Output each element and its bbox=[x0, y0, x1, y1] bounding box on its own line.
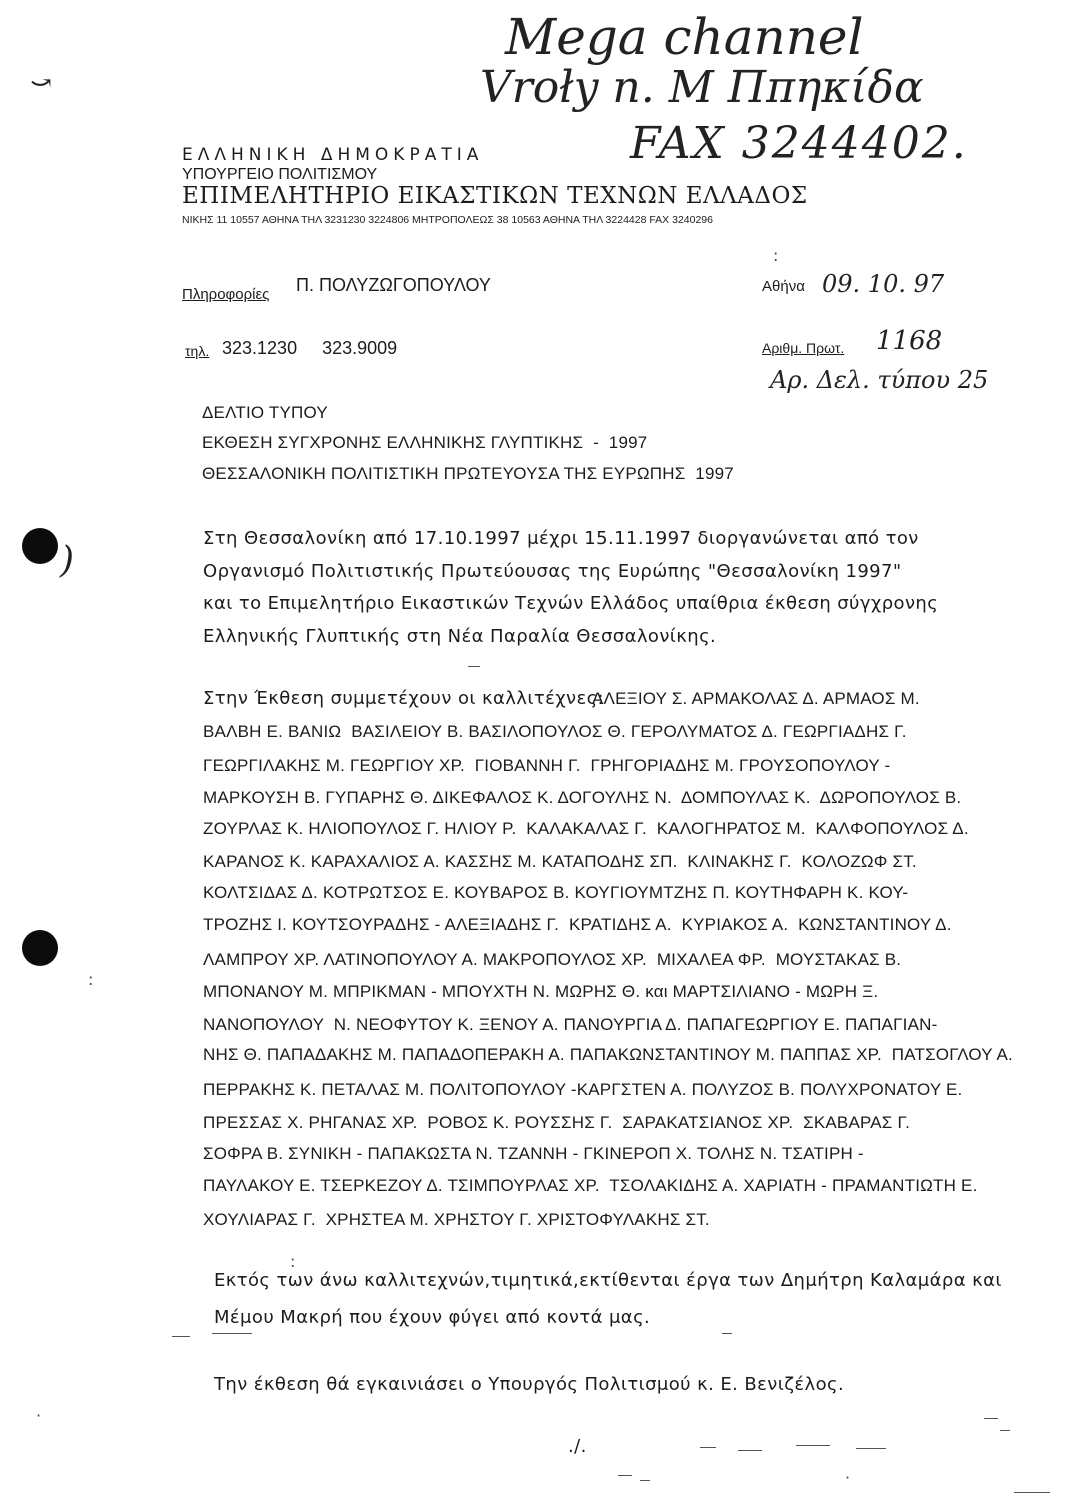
letterhead-address: ΝΙΚΗΣ 11 10557 ΑΘΗΝΑ ΤΗΛ 3231230 3224806 ΜΗΤΡΟΠΟΛΕΩΣ 38 10563 ΑΘΗΝΑ ΤΗΛ 3224428 FAX 3240296 bbox=[182, 214, 713, 226]
artist-line: ΠΡΕΣΣΑΣ Χ. ΡΗΓΑΝΑΣ ΧΡ. ΡΟΒΟΣ Κ. ΡΟΥΣΣΗΣ Γ. ΣΑΡΑΚΑΤΣΙΑΝΟΣ ΧΡ. ΣΚΑΒΑΡΑΣ Γ. bbox=[203, 1113, 911, 1132]
artist-line: ΜΠΟΝΑΝΟΥ Μ. ΜΠΡΙΚΜΑΝ - ΜΠΟΥΧΤΗ Ν. ΜΩΡΗΣ Θ. και ΜΑΡΤΣΙΛΙΑΝΟ - ΜΩΡΗ Ξ. bbox=[203, 982, 879, 1001]
intro-line: Οργανισμό Πολιτιστικής Πρωτεύουσας της Ευρώπης "Θεσσαλονίκη 1997" bbox=[203, 561, 902, 582]
stray-line bbox=[700, 1447, 716, 1448]
closing-line: Εκτός των άνω καλλιτεχνών,τιμητικά,εκτίθενται έργα των Δημήτρη Καλαμάρα και bbox=[214, 1270, 1002, 1291]
stray-line bbox=[618, 1475, 632, 1476]
artist-line: ΜΑΡΚΟΥΣΗ Β. ΓΥΠΑΡΗΣ Θ. ΔΙΚΕΦΑΛΟΣ Κ. ΔΟΓΟΥΛΗΣ Ν. ΔΟΜΠΟΥΛΑΣ Κ. ΔΩΡΟΠΟΥΛΟΣ Β. bbox=[203, 788, 962, 807]
letterhead-organization: ΕΠΙΜΕΛΗΤΗΡΙΟ ΕΙΚΑΣΤΙΚΩΝ ΤΕΧΝΩΝ ΕΛΛΑΔΟΣ bbox=[182, 183, 808, 209]
artist-line: ΚΟΛΤΣΙΔΑΣ Δ. ΚΟΤΡΩΤΣΟΣ Ε. ΚΟΥΒΑΡΟΣ Β. ΚΟΥΓΙΟΥΜΤΖΗΣ Π. ΚΟΥΤΗΦΑΡΗ Κ. ΚΟΥ- bbox=[203, 883, 909, 902]
artist-line: ΠΑΥΛΑΚΟΥ Ε. ΤΣΕΡΚΕΖΟΥ Δ. ΤΣΙΜΠΟΥΡΛΑΣ ΧΡ. ΤΣΟΛΑΚΙΔΗΣ Α. ΧΑΡΙΑΤΗ - ΠΡΑΜΑΝΤΙΩΤΗ Ε. bbox=[203, 1176, 978, 1195]
stray-line bbox=[640, 1480, 650, 1481]
punch-hole-bottom bbox=[22, 930, 58, 966]
info-value: Π. ΠΟΛΥΖΩΓΟΠΟΥΛΟΥ bbox=[296, 275, 491, 295]
artist-line: ΧΟΥΛΙΑΡΑΣ Γ. ΧΡΗΣΤΕΑ Μ. ΧΡΗΣΤΟΥ Γ. ΧΡΙΣΤΟΦΥΛΑΚΗΣ ΣΤ. bbox=[203, 1210, 710, 1229]
stray-line bbox=[172, 1336, 190, 1337]
stray-dot: : bbox=[773, 246, 779, 265]
handwritten-note-line1: Mega channel bbox=[505, 8, 864, 66]
protocol-note: Αρ. Δελ. τύπου 25 bbox=[770, 366, 989, 394]
stray-line bbox=[212, 1333, 252, 1334]
artist-line: ΒΑΛΒΗ Ε. ΒΑΝΙΩ ΒΑΣΙΛΕΙΟΥ Β. ΒΑΣΙΛΟΠΟΥΛΟΣ Θ. ΓΕΡΟΛΥΜΑΤΟΣ Δ. ΓΕΩΡΓΙΑΔΗΣ Γ. bbox=[203, 722, 907, 741]
intro-line: και το Επιμελητήριο Εικαστικών Τεχνών Ελλάδος υπαίθρια έκθεση σύγχρονης bbox=[203, 593, 939, 614]
stray-line bbox=[468, 666, 480, 667]
artist-line: ΤΡΟΖΗΣ Ι. ΚΟΥΤΣΟΥΡΑΔΗΣ - ΑΛΕΞΙΑΔΗΣ Γ. ΚΡΑΤΙΔΗΣ Α. ΚΥΡΙΑΚΟΣ Α. ΚΩΝΣΤΑΝΤΙΝΟΥ Δ. bbox=[203, 915, 952, 934]
closing-line: Μέμου Μακρή που έχουν φύγει από κοντά μας. bbox=[214, 1307, 651, 1328]
heading-capital: ΘΕΣΣΑΛΟΝΙΚΗ ΠΟΛΙΤΙΣΤΙΚΗ ΠΡΩΤΕΥΟΥΣΑ ΤΗΣ ΕΥΡΩΠΗΣ 1997 bbox=[202, 464, 734, 483]
protocol-value: 1168 bbox=[876, 326, 943, 356]
date-value: 09. 10. 97 bbox=[822, 270, 945, 298]
final-line: Την έκθεση θά εγκαινιάσει ο Υπουργός Πολιτισμού κ. Ε. Βενιζέλος. bbox=[214, 1374, 845, 1395]
stray-pen-mark: ⤻ bbox=[30, 68, 52, 98]
punch-hole-tear-mark: ) bbox=[60, 540, 75, 581]
artist-line: ΣΟΦΡΑ Β. ΣΥΝΙΚΗ - ΠΑΠΑΚΩΣΤΑ Ν. ΤΖΑΝΝΗ - ΓΚΙΝΕΡΟΠ Χ. ΤΟΛΗΣ Ν. ΤΣΑΤΙΡΗ - bbox=[203, 1144, 864, 1163]
stray-line bbox=[722, 1333, 732, 1334]
stray-line bbox=[1014, 1492, 1050, 1493]
artists-intro: Στην Έκθεση συμμετέχουν οι καλλιτέχνες: bbox=[203, 688, 605, 709]
stray-dot: · bbox=[845, 1468, 851, 1487]
date-label: Αθήνα bbox=[762, 278, 805, 295]
page-end-mark: ./. bbox=[568, 1436, 587, 1457]
phone-label: τηλ. bbox=[185, 343, 210, 359]
stray-dot: : bbox=[88, 970, 94, 989]
intro-line: Στη Θεσσαλονίκη από 17.10.1997 μέχρι 15.11.1997 διοργανώνεται από τον bbox=[203, 528, 919, 549]
stray-line bbox=[796, 1445, 830, 1446]
stray-line bbox=[984, 1418, 998, 1419]
stray-line bbox=[738, 1450, 762, 1451]
punch-hole-top bbox=[22, 528, 58, 564]
letterhead-ministry: ΥΠΟΥΡΓΕΙΟ ΠΟΛΙΤΙΣΜΟΥ bbox=[182, 166, 378, 183]
artist-line: ΝΑΝΟΠΟΥΛΟΥ Ν. ΝΕΟΦΥΤΟΥ Κ. ΞΕΝΟΥ Α. ΠΑΝΟΥΡΓΙΑ Δ. ΠΑΠΑΓΕΩΡΓΙΟΥ Ε. ΠΑΠΑΓΙΑΝ- bbox=[203, 1015, 938, 1034]
stray-dot: : bbox=[290, 1252, 296, 1271]
intro-line: Ελληνικής Γλυπτικής στη Νέα Παραλία Θεσσαλονίκης. bbox=[203, 626, 717, 647]
heading-exhibition: ΕΚΘΕΣΗ ΣΥΓΧΡΟΝΗΣ ΕΛΛΗΝΙΚΗΣ ΓΛΥΠΤΙΚΗΣ - 1997 bbox=[202, 433, 648, 452]
handwritten-note-line3: FAX 3244402. bbox=[630, 118, 968, 169]
phone-value: 323.1230 323.9009 bbox=[222, 338, 398, 358]
heading-press-release: ΔΕΛΤΙΟ ΤΥΠΟΥ bbox=[202, 403, 328, 422]
handwritten-note-line2: Vroły n. M Ππηκίδα bbox=[480, 62, 924, 113]
artist-line: ΖΟΥΡΛΑΣ Κ. ΗΛΙΟΠΟΥΛΟΣ Γ. ΗΛΙΟΥ Ρ. ΚΑΛΑΚΑΛΑΣ Γ. ΚΑΛΟΓΗΡΑΤΟΣ Μ. ΚΑΛΦΟΠΟΥΛΟΣ Δ. bbox=[203, 819, 969, 838]
artist-line: ΠΕΡΡΑΚΗΣ Κ. ΠΕΤΑΛΑΣ Μ. ΠΟΛΙΤΟΠΟΥΛΟΥ -ΚΑΡΓΣΤΕΝ Α. ΠΟΛΥΖΟΣ Β. ΠΟΛΥΧΡΟΝΑΤΟΥ Ε. bbox=[203, 1080, 963, 1099]
artist-line: ΛΑΜΠΡΟΥ ΧΡ. ΛΑΤΙΝΟΠΟΥΛΟΥ Α. ΜΑΚΡΟΠΟΥΛΟΣ ΧΡ. ΜΙΧΑΛΕΑ ΦΡ. ΜΟΥΣΤΑΚΑΣ Β. bbox=[203, 950, 902, 969]
stray-dot: · bbox=[36, 1406, 42, 1425]
info-label: Πληροφορίες bbox=[182, 286, 270, 303]
stray-line bbox=[1000, 1430, 1010, 1431]
letterhead-country: ΕΛΛΗΝΙΚΗ ΔΗΜΟΚΡΑΤΙΑ bbox=[182, 145, 484, 165]
stray-line bbox=[856, 1448, 886, 1449]
artist-line: ΝΗΣ Θ. ΠΑΠΑΔΑΚΗΣ Μ. ΠΑΠΑΔΟΠΕΡΑΚΗ Α. ΠΑΠΑΚΩΝΣΤΑΝΤΙΝΟΥ Μ. ΠΑΠΠΑΣ ΧΡ. ΠΑΤΣΟΓΛΟΥ Α. bbox=[203, 1045, 1013, 1064]
artist-line: ΑΛΕΞΙΟΥ Σ. ΑΡΜΑΚΟΛΑΣ Δ. ΑΡΜΑΟΣ Μ. bbox=[592, 689, 920, 708]
artist-line: ΚΑΡΑΝΟΣ Κ. ΚΑΡΑΧΑΛΙΟΣ Α. ΚΑΣΣΗΣ Μ. ΚΑΤΑΠΟΔΗΣ ΣΠ. ΚΛΙΝΑΚΗΣ Γ. ΚΟΛΟΖΩΦ ΣΤ. bbox=[203, 852, 917, 871]
protocol-label: Αριθμ. Πρωτ. bbox=[762, 340, 845, 356]
artist-line: ΓΕΩΡΓΙΛΑΚΗΣ Μ. ΓΕΩΡΓΙΟΥ ΧΡ. ΓΙΟΒΑΝΝΗ Γ. ΓΡΗΓΟΡΙΑΔΗΣ Μ. ΓΡΟΥΣΟΠΟΥΛΟΥ - bbox=[203, 756, 891, 775]
